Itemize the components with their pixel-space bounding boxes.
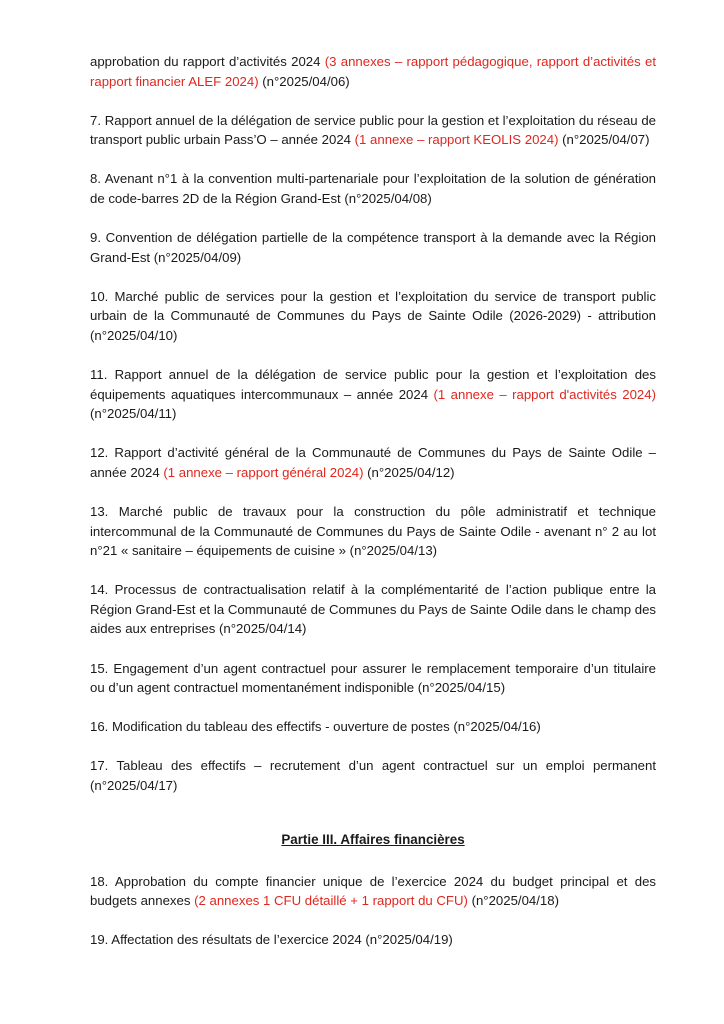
agenda-item-17 — [90, 756, 656, 795]
agenda-item-16 — [90, 717, 656, 737]
agenda-item-8 — [90, 169, 656, 208]
item-annex: (3 annexes – rapport pédagogique, rapport d’activités et rapport financier ALEF 2024) — [90, 54, 656, 89]
item-number: 13. — [90, 504, 119, 519]
agenda-item-15 — [90, 659, 656, 698]
item-ref: (n°2025/04/06) — [258, 73, 350, 89]
item-number: 17. — [90, 758, 117, 774]
item-ref: (n°2025/04/10) — [90, 327, 178, 343]
item-annex: (1 annexe – rapport KEOLIS 2024) — [354, 132, 559, 148]
agenda-item-14 — [90, 580, 656, 639]
item-number: 12. — [90, 445, 115, 461]
item-number: 18. — [90, 873, 115, 889]
item-number: 9. — [90, 230, 106, 246]
item-text: Rapport d’activité général de la Communauté de Communes du Pays de Sainte Odile – année 2024 — [90, 445, 656, 480]
item-number: 11. — [90, 367, 115, 383]
item-text: Marché public de travaux pour la construction du pôle administratif et technique intercommunal de la Communauté de Communes du Pays de Sainte Odile - avenant n° 2 au lot n°21 « sanitaire – équipements de cuisine » — [90, 504, 657, 559]
item-text: Marché public de services pour la gestion et l’exploitation du service de transport public urbain de la Communauté de Communes du Pays de Sainte Odile (2026-2029) - attribution — [90, 288, 656, 324]
item-text: Affectation des résultats de l’exercice 2024 — [111, 932, 362, 948]
item-ref: (n°2025/04/11) — [90, 406, 177, 422]
agenda-item-11 — [90, 365, 656, 424]
agenda-item-10 — [90, 287, 656, 346]
item-ref: (n°2025/04/07) — [558, 132, 650, 148]
agenda-item-12 — [90, 443, 656, 482]
agenda-item-7 — [90, 111, 656, 150]
item-number: 7. — [90, 112, 105, 128]
item-text: Engagement d’un agent contractuel pour assurer le remplacement temporaire d’un titulaire ou d’un agent contractuel momentanément indisponible — [90, 660, 656, 696]
item-ref: (n°2025/04/19) — [361, 932, 453, 948]
item-number: 15. — [90, 660, 114, 676]
item-text: Approbation du compte financier unique de l’exercice 2024 du budget principal et des budgets annexes — [90, 873, 656, 909]
item-annex: (2 annexes 1 CFU détaillé + 1 rapport du CFU) — [194, 893, 468, 909]
agenda-item-13 — [90, 502, 656, 561]
agenda-item-18 — [90, 872, 656, 911]
agenda-item-19 — [90, 930, 656, 950]
section-heading: Partie III. Affaires financières — [281, 831, 465, 847]
item-text: approbation du rapport d’activités 2024 — [90, 54, 325, 69]
item-ref: (n°2025/04/12) — [363, 464, 455, 480]
agenda-item-6-continued — [90, 52, 656, 91]
item-text: Convention de délégation partielle de la compétence transport à la demande avec la Région Grand-Est — [90, 230, 656, 265]
item-text: Modification du tableau des effectifs - ouverture de postes — [112, 719, 450, 735]
item-ref: (n°2025/04/17) — [90, 777, 178, 793]
item-ref: (n°2025/04/14) — [215, 621, 307, 637]
item-text: Avenant n°1 à la convention multi-partenariale pour l’exploitation de la solution de génération de code-barres 2D de la Région Grand-Est — [90, 171, 656, 206]
agenda-item-9 — [90, 228, 656, 267]
item-annex: (1 annexe – rapport d'activités 2024) — [433, 386, 656, 402]
item-text: Tableau des effectifs – recrutement d’un agent contractuel sur un emploi permanent — [116, 758, 656, 774]
item-ref: (n°2025/04/16) — [449, 719, 541, 735]
item-ref: (n°2025/04/18) — [467, 893, 559, 909]
item-number: 16. — [90, 719, 112, 735]
item-number: 14. — [90, 582, 115, 598]
item-number: 10. — [90, 288, 115, 304]
item-ref: (n°2025/04/13) — [346, 543, 438, 559]
item-text: Processus de contractualisation relatif à la complémentarité de l’action publique entre la Région Grand-Est et la Communauté de Communes du Pays de Sainte Odile dans le champ des aides aux entreprises — [90, 582, 657, 637]
item-ref: (n°2025/04/08) — [340, 190, 432, 206]
item-text: Rapport annuel de la délégation de service public pour la gestion et l’exploitation du réseau de transport public urbain Pass’O – année 2024 — [90, 112, 656, 148]
item-ref: (n°2025/04/09) — [150, 249, 242, 265]
item-annex: (1 annexe – rapport général 2024) — [163, 464, 364, 480]
item-number: 19. — [90, 932, 112, 948]
item-number: 8. — [90, 171, 105, 187]
item-text: Rapport annuel de la délégation de service public pour la gestion et l’exploitation des équipements aquatiques intercommunaux – année 2024 — [90, 367, 656, 402]
item-ref: (n°2025/04/15) — [414, 680, 506, 696]
